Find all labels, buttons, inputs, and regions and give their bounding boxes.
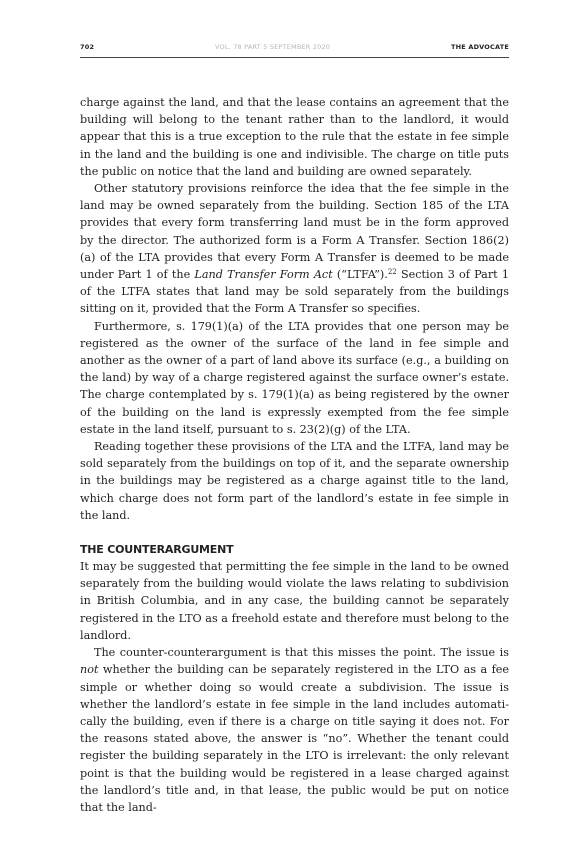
emphasis-not: not	[80, 663, 99, 677]
page-number: 702	[80, 43, 95, 51]
section-heading: THE COUNTERARGUMENT	[80, 543, 234, 557]
paragraph-continuation: charge against the land, and that the lease contains an agreement that the building will belong to the tenant rather than to the landlord, it would appear that this is a true exception to the rule that the estate in fee simple in the land and the building is one and indivisible. The charge on title puts the public on notice that the land and building are owned separately.	[80, 96, 509, 178]
paragraph-statutory-provisions: Other statutory provisions reinforce the idea that the fee simple in the land may be owned separately from the building. Section 185 of the LTA provides that every form transferring land must be in the form approved by the director. The authorized form is a Form A Transfer. Section 186(2)(a) of the LTA provides that every Form A Transfer is deemed to be made under Part 1 of the Land Transfer Form Act (“LTFA”).$^{22}$ Section 3 of Part 1 of the LTFA states that land may be sold separately from the buildings sitting on it, provided that the Form A Transfer so specifies.	[80, 182, 509, 316]
paragraph-reading-together: Reading together these provisions of the LTA and the LTFA, land may be sold separately from the buildings on top of it, and the separate ownership in the buildings may be registered as a charge against title to the land, which charge does not form part of the landlord’s estate in fee simple in the land.	[80, 440, 509, 522]
header-rule	[80, 57, 509, 58]
running-header	[80, 43, 509, 51]
volume-info: VOL. 78 PART 5 SEPTEMBER 2020	[215, 43, 331, 51]
paragraph-section-179: Furthermore, s. 179(1)(a) of the LTA provides that one person may be registered as the owner of the surface of the land in fee simple and another as the owner of a part of land above its surface (e.g., a building on the land) by way of a charge registered against the surface owner’s estate. The charge contemplated by s. 179(1)(a) as being registered by the owner of the building on the land is expressly exempted from the fee simple estate in the land itself, pursuant to s. 23(2)(g) of the LTA.	[80, 319, 509, 436]
footnote-marker: 22	[387, 268, 397, 277]
publication-title: THE ADVOCATE	[450, 43, 509, 51]
paragraph-counterargument: It may be suggested that permitting the fee simple in the land to be owned separately from the building would violate the laws relating to subdivision in British Columbia, and in any case, the building cannot be separately registered in the LTO as a freehold estate and therefore must belong to the landlord.	[80, 560, 509, 642]
act-title: Land Transfer Form Act	[194, 268, 333, 282]
article-body	[80, 94, 509, 816]
paragraph-counter-counterargument: The counter-counterargument is that this misses the point. The issue is not whether the building can be separately registered in the LTO as a fee simple or whether doing so would create a subdivision. The issue is whether the landlord’s estate in fee simple in the land includes automatically the building, even if there is a charge on title saying it does not. For the reasons stated above, the answer is “no”. Whether the tenant could register the building separately in the LTO is irrelevant: the only relevant point is that the building would be registered in a lease charged against the landlord’s title and, in that lease, the public would be put on notice that the land-	[80, 646, 509, 814]
